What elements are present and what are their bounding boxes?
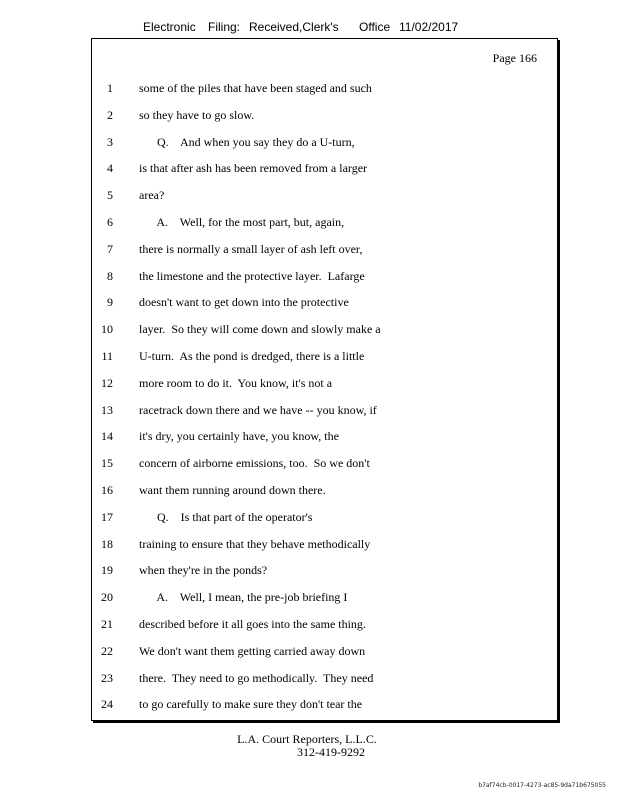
line-number: 17	[101, 509, 113, 524]
transcript-lines	[92, 81, 557, 724]
transcript-line	[92, 376, 557, 403]
line-number: 18	[101, 536, 113, 551]
line-text: so they have to go slow.	[139, 107, 255, 122]
line-text: is that after ash has been removed from a larger	[139, 161, 368, 176]
line-text: there is normally a small layer of ash left over,	[139, 241, 363, 256]
line-number: 22	[101, 643, 113, 658]
line-text: want them running around down there.	[139, 482, 326, 497]
line-number: 7	[107, 241, 113, 256]
line-number: 24	[101, 697, 113, 712]
transcript-line	[92, 697, 557, 724]
line-number: 11	[101, 348, 113, 363]
transcript-line	[92, 295, 557, 322]
transcript-line	[92, 537, 557, 564]
line-number: 21	[101, 616, 113, 631]
transcript-line	[92, 403, 557, 430]
line-number: 13	[101, 402, 113, 417]
line-number: 16	[101, 482, 113, 497]
transcript-line	[92, 161, 557, 188]
line-text: racetrack down there and we have -- you know, if	[139, 402, 377, 417]
line-text: Q. Is that part of the operator's	[139, 509, 313, 524]
line-text: doesn't want to get down into the protective	[139, 295, 349, 310]
line-text: concern of airborne emissions, too. So we don't	[139, 456, 370, 471]
line-text: A. Well, for the most part, but, again,	[139, 214, 345, 229]
line-text: some of the piles that have been staged and such	[139, 81, 372, 95]
line-text: the limestone and the protective layer. Lafarge	[139, 268, 365, 283]
line-number: 15	[101, 456, 113, 471]
transcript-line	[92, 429, 557, 456]
footer	[0, 733, 618, 759]
header-received: Received,Clerk's	[249, 20, 339, 34]
line-text: to go carefully to make sure they don't tear the	[139, 697, 363, 712]
header-filing: Filing:	[208, 20, 241, 34]
line-number: 6	[107, 214, 113, 229]
line-text: more room to do it. You know, it's not a	[139, 375, 333, 390]
transcript-line	[92, 483, 557, 510]
filing-header	[0, 20, 618, 38]
transcript-line	[92, 349, 557, 376]
line-number: 12	[101, 375, 113, 390]
transcript-line	[92, 617, 557, 644]
line-text: it's dry, you certainly have, you know, the	[139, 429, 339, 444]
line-text: when they're in the ponds?	[139, 563, 268, 578]
transcript-line	[92, 563, 557, 590]
line-text: training to ensure that they behave methodically	[139, 536, 371, 551]
line-text: layer. So they will come down and slowly make a	[139, 322, 381, 337]
line-number: 14	[101, 429, 113, 444]
transcript-line	[92, 215, 557, 242]
transcript-line	[92, 644, 557, 671]
footer-phone: 312-419-9292	[297, 745, 365, 759]
header-electronic: Electronic	[143, 20, 196, 34]
line-text: We don't want them getting carried away down	[139, 643, 366, 658]
transcript-line	[92, 671, 557, 698]
transcript-page	[91, 38, 558, 721]
page-number: Page 166	[492, 51, 537, 65]
transcript-line	[92, 456, 557, 483]
transcript-line	[92, 135, 557, 162]
line-text: there. They need to go methodically. They need	[139, 670, 374, 685]
transcript-line	[92, 269, 557, 296]
header-office: Office	[359, 20, 391, 34]
line-number: 2	[107, 107, 113, 122]
line-number: 20	[101, 590, 113, 605]
line-number: 5	[107, 188, 113, 203]
line-number: 3	[107, 134, 113, 149]
line-number: 23	[101, 670, 113, 685]
header-date: 11/02/2017	[399, 20, 459, 34]
line-number: 1	[107, 81, 113, 95]
transcript-line	[92, 242, 557, 269]
line-text: Q. And when you say they do a U-turn,	[139, 134, 355, 149]
transcript-line	[92, 322, 557, 349]
document-hash: b7af74cb-0017-4273-ac85-9da71b675055	[478, 782, 606, 789]
line-number: 8	[107, 268, 113, 283]
line-number: 4	[107, 161, 113, 176]
transcript-line	[92, 590, 557, 617]
line-number: 19	[101, 563, 113, 578]
transcript-line	[92, 510, 557, 537]
line-number: 9	[107, 295, 113, 310]
line-text: described before it all goes into the same thing.	[139, 616, 366, 631]
line-number: 10	[101, 322, 113, 337]
transcript-line	[92, 188, 557, 215]
footer-company: L.A. Court Reporters, L.L.C.	[237, 732, 377, 746]
transcript-line	[92, 81, 557, 108]
line-text: area?	[139, 188, 165, 203]
transcript-line	[92, 108, 557, 135]
line-text: A. Well, I mean, the pre-job briefing I	[139, 590, 348, 605]
line-text: U-turn. As the pond is dredged, there is a little	[139, 348, 365, 363]
